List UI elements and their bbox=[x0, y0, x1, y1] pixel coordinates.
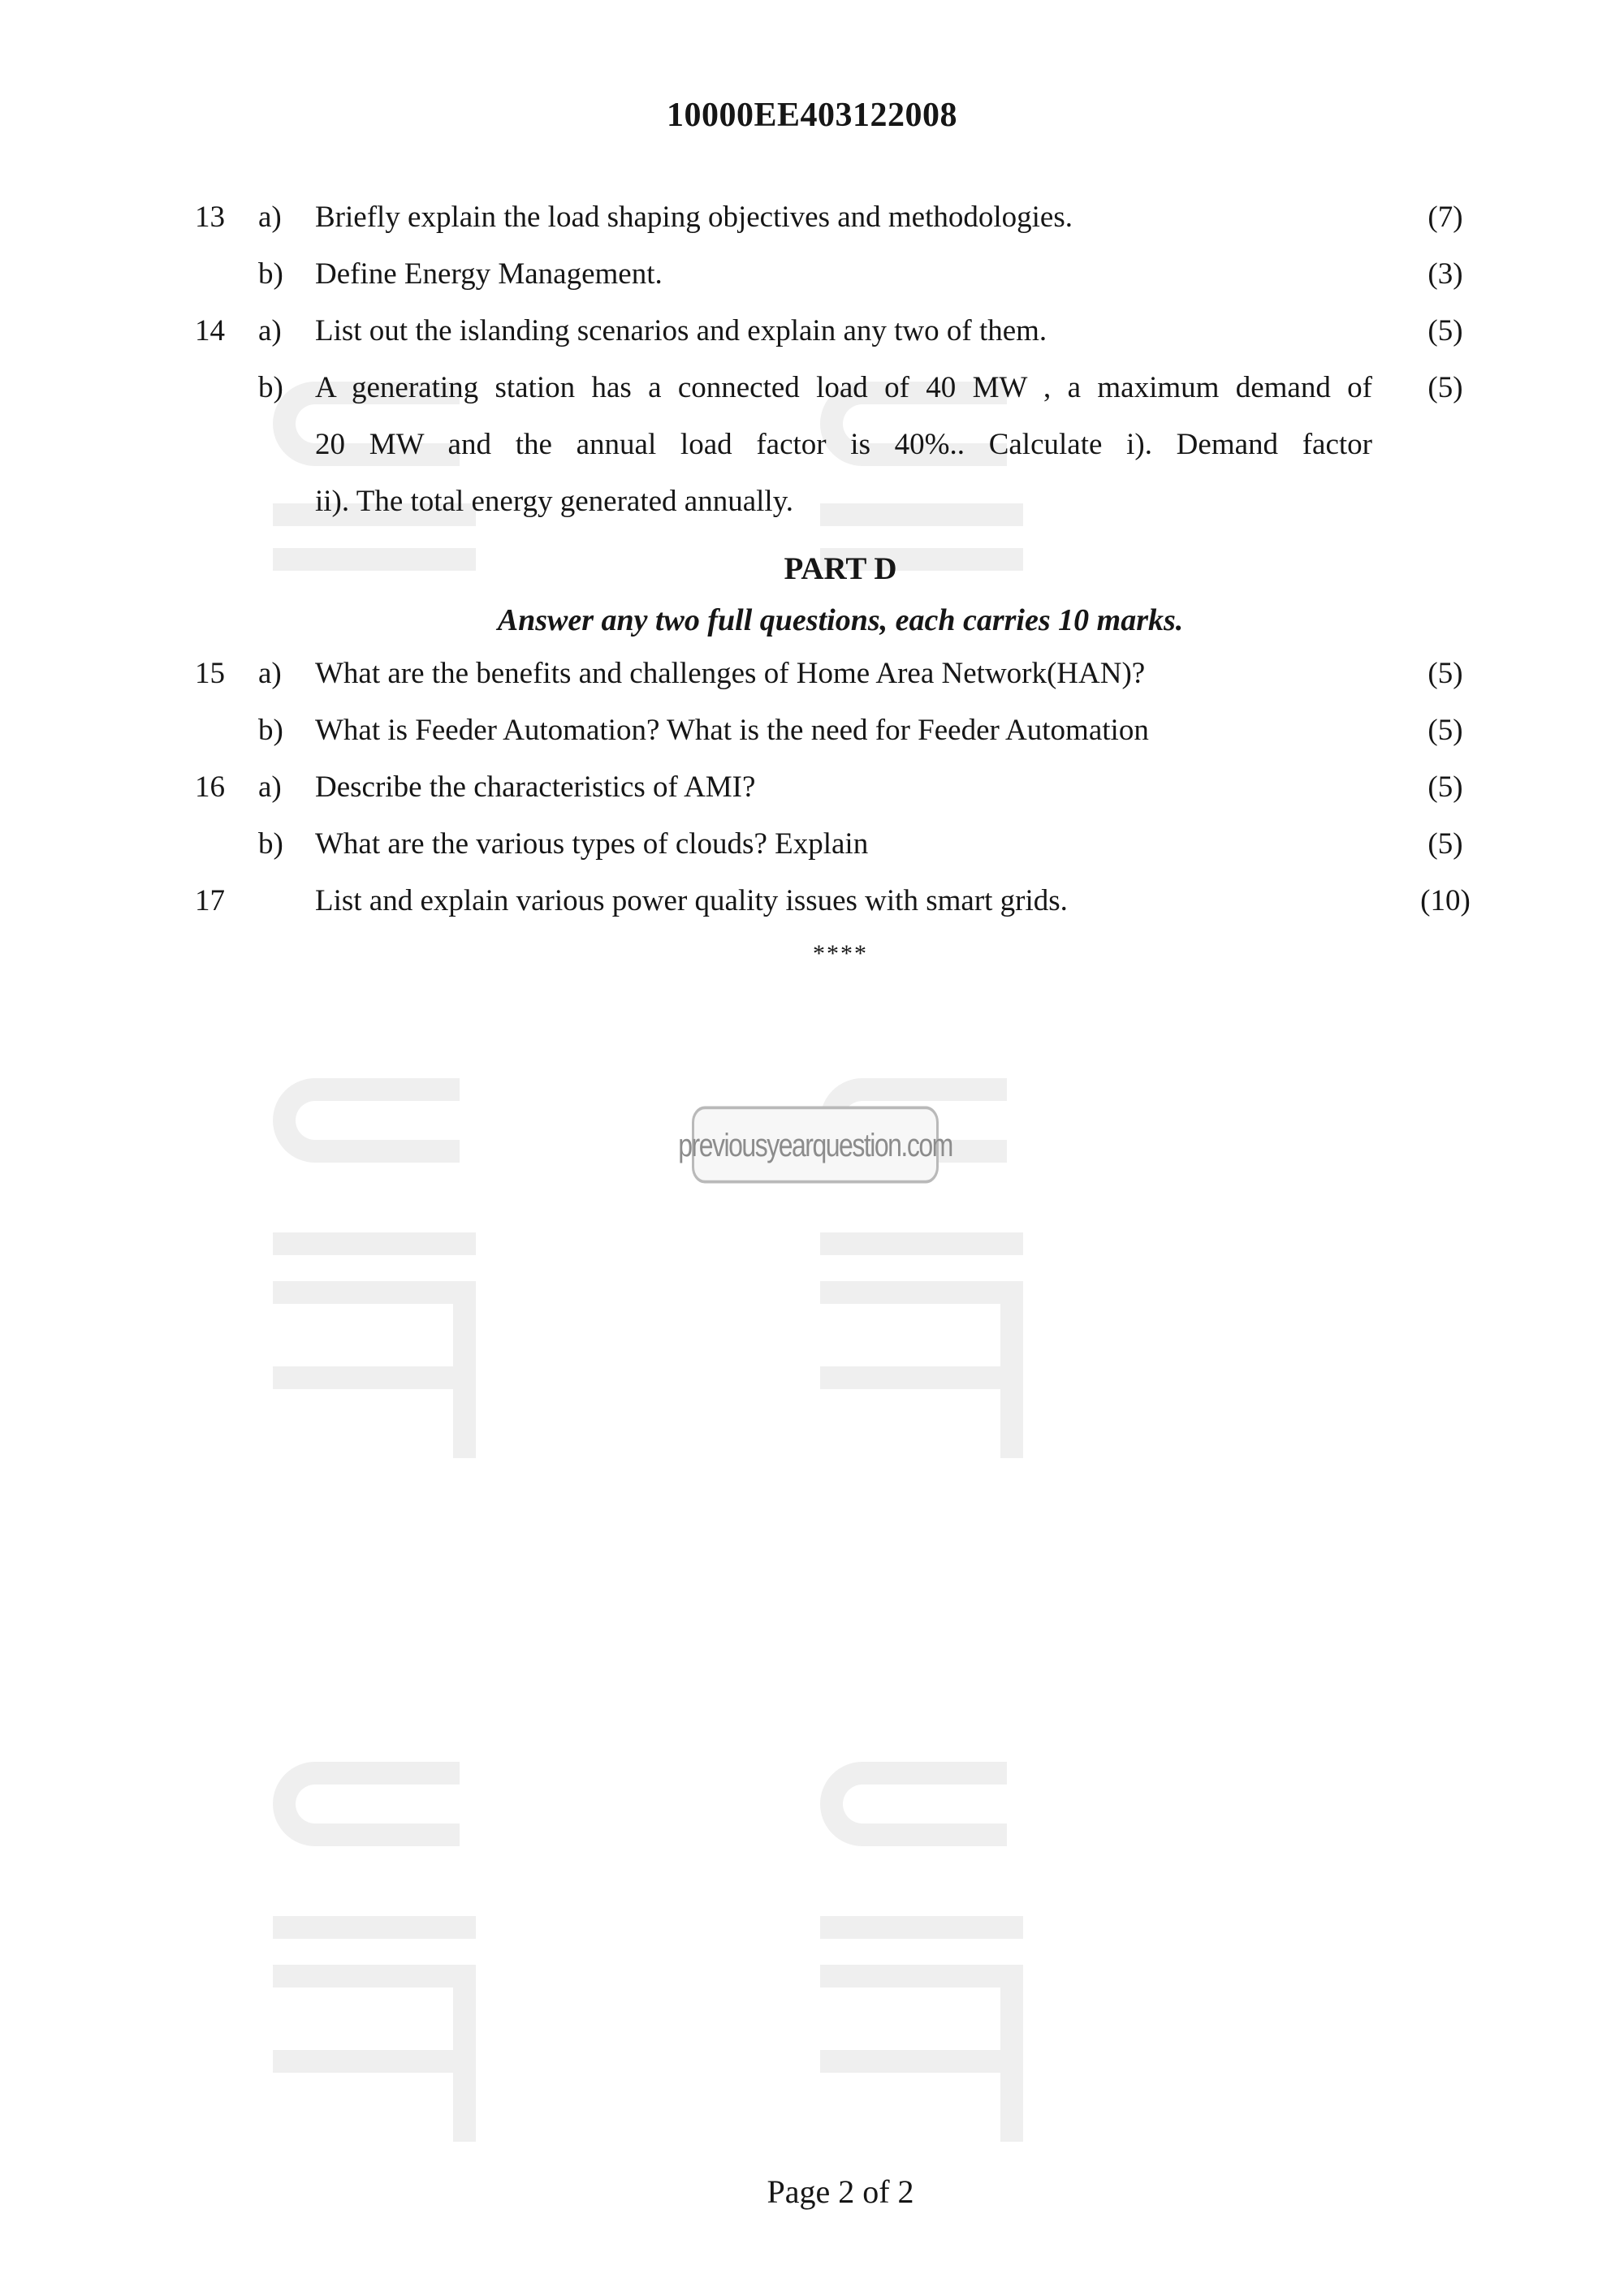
question-part: b) bbox=[258, 371, 283, 404]
end-marker: **** bbox=[813, 940, 868, 967]
watermark-logo bbox=[273, 1762, 476, 2087]
question-number: 16 bbox=[195, 770, 225, 804]
question-text: Briefly explain the load shaping objectives and methodologies. bbox=[315, 201, 1073, 234]
watermark-stamp: previousyearquestion.com bbox=[692, 1107, 939, 1184]
question-number: 17 bbox=[195, 884, 225, 917]
question-marks: (10) bbox=[1420, 884, 1471, 917]
watermark-logo bbox=[820, 1762, 1023, 2087]
watermark-logo bbox=[273, 1078, 476, 1403]
question-part: b) bbox=[258, 714, 283, 747]
section-instruction: Answer any two full questions, each carries 10 marks. bbox=[497, 603, 1184, 637]
question-part: a) bbox=[258, 770, 282, 804]
question-text-line: A generating station has a connected load of 40 MW , a maximum demand of bbox=[315, 371, 1372, 404]
question-marks: (5) bbox=[1427, 770, 1463, 804]
question-number: 15 bbox=[195, 657, 225, 690]
question-text: List out the islanding scenarios and explain any two of them. bbox=[315, 314, 1047, 347]
question-part: a) bbox=[258, 314, 282, 347]
question-text: Define Energy Management. bbox=[315, 257, 663, 291]
question-marks: (5) bbox=[1427, 371, 1463, 404]
question-number: 14 bbox=[195, 314, 225, 347]
question-text: What are the benefits and challenges of Home Area Network(HAN)? bbox=[315, 657, 1146, 690]
question-text-line: ii). The total energy generated annually. bbox=[315, 485, 794, 518]
question-text: What are the various types of clouds? Explain bbox=[315, 827, 869, 861]
question-part: a) bbox=[258, 657, 282, 690]
question-number: 13 bbox=[195, 201, 225, 234]
question-text: What is Feeder Automation? What is the need for Feeder Automation bbox=[315, 714, 1149, 747]
question-part: a) bbox=[258, 201, 282, 234]
question-marks: (7) bbox=[1427, 201, 1463, 234]
question-part: b) bbox=[258, 827, 283, 861]
question-marks: (5) bbox=[1427, 657, 1463, 690]
paper-code: 10000EE403122008 bbox=[666, 97, 958, 134]
section-title: PART D bbox=[784, 551, 897, 586]
page-number: Page 2 of 2 bbox=[767, 2173, 914, 2210]
question-text: Describe the characteristics of AMI? bbox=[315, 770, 756, 804]
question-marks: (3) bbox=[1427, 257, 1463, 291]
question-text-line: 20 MW and the annual load factor is 40%.. Calculate i). Demand factor bbox=[315, 428, 1372, 461]
question-marks: (5) bbox=[1427, 827, 1463, 861]
question-marks: (5) bbox=[1427, 314, 1463, 347]
question-marks: (5) bbox=[1427, 714, 1463, 747]
question-part: b) bbox=[258, 257, 283, 291]
question-text: List and explain various power quality issues with smart grids. bbox=[315, 884, 1068, 917]
